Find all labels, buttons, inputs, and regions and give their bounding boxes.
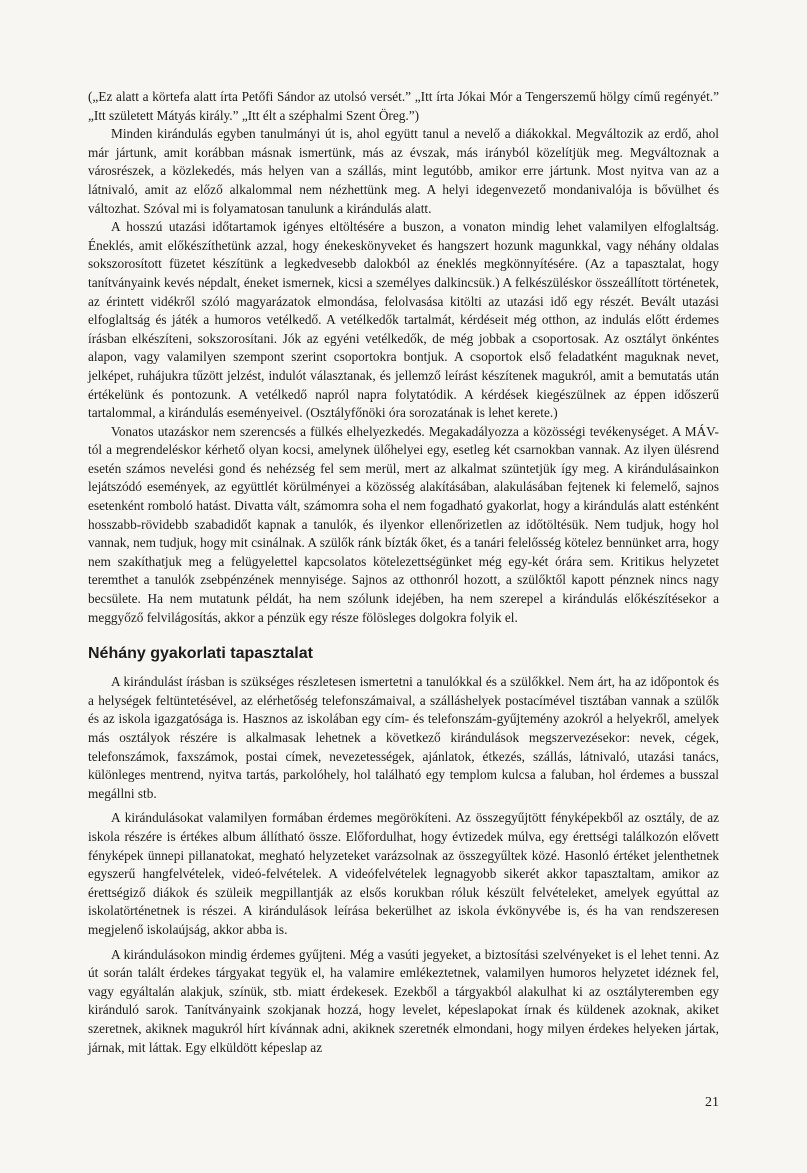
paragraph-quotes: („Ez alatt a körtefa alatt írta Petőfi Sándor az utolsó versét.” „Itt írta Jókai Mór a Tengerszemű hölgy című regényét.” „Itt született Mátyás király.” „Itt élt a széphalmi Szent Öreg.”) (88, 89, 719, 123)
section-heading: Néhány gyakorlati tapasztalat (88, 645, 313, 663)
paragraph-study-trip: Minden kirándulás egyben tanulmányi út is, ahol együtt tanul a nevelő a diákokkal. Megváltozik az erdő, ahol már jártunk, amit korábban másnak ismertünk, más az évszak, más irányból közelítjük meg. Megváltoznak a városrészek, a közlekedés, más helyen van a szállás, mint legutóbb, amikor erre jártunk. Most nyitva van az a látnivaló, amit az előző alkalommal nem nézhettünk meg. A helyi idegenvezető mondanivalója is bővülhet és változhat. Szóval mi is folyamatosan tanulunk a kirándulás alatt. (88, 126, 719, 216)
page-number: 21 (705, 1095, 719, 1110)
paragraph-travel-activities: A hosszú utazási időtartamok igényes eltöltésére a buszon, a vonaton mindig lehet valamilyen elfoglaltság. Éneklés, amit előkészíthetünk azzal, hogy énekeskönyveket és hangszert hozunk magunkkal, vagy néhány oldalas sokszorosított füzetet készítünk a legkedvesebb dalokból az éneklés megkönnyítésére. (Az a tapasztalat, hogy tanítványaink kevés népdalt, éneket ismernek, kicsi a személyes dalkincsük.) A felkészüléskor összeállított történetek, az érintett vidékről szóló magyarázatok elmondása, felolvasása kitölti az utazási idő egy részét. Bevált utazási elfoglaltság és játék a humoros vetélkedő. A vetélkedők tartalmát, kérdéseit még otthon, az indulás előtt érdemes írásban elkészíteni, sokszorosítani. Jók az egyéni vetélkedők, de még jobbak a csoportosak. Az osztályt önkéntes alapon, vagy valamilyen szempont szerint csoportokra bontjuk. A csoportok első feladatként maguknak nevet, jelképet, ruhájukra tűzött jelzést, indulót választanak, és jellemző leírást készítenek magukról, amit a bemutatás után értékelünk és pontozunk. A vetélkedő napról napra folytatódik. A kérdések kiegészülnek az éppen időszerű tartalommal, a kirándulás eseményeivel. (Osztályfőnöki óra sorozatának is lehet kerete.) (88, 219, 719, 421)
paragraph-train-travel: Vonatos utazáskor nem szerencsés a fülkés elhelyezkedés. Megakadályozza a közösségi tevékenységet. A MÁV-tól a megrendeléskor kérhető olyan kocsi, amelynek ülőhelyei egy, esetleg két csarnokban vannak. Az ilyen ülésrend esetén számos nevelési gond és nehézség fel sem merül, mert az alkalmat szüntetjük így meg. A kirándulásainkon lejátszódó események, az együttlét körülményei a közösség alakításában, alakulásában fejtenek ki felemelő, sajnos esetenként romboló hatást. Divatta vált, számomra soha el nem fogadható gyakorlat, hogy a kirándulás alatt esténként hosszabb-rövidebb szabadidőt kapnak a tanulók, és ilyenkor ellenőrizetlen az időtöltésük. Nem tudjuk, hogy hol vannak, nem tudjuk, hogy mit csinálnak. A szülők ránk bízták őket, és a tanári felelősség kötelez bennünket arra, hogy nem szakíthatjuk meg a felügyelettel kapcsolatos kötelezettségünket még egy-két órára sem. Kritikus helyzetet teremthet a tanulók zsebpénzének mennyisége. Sajnos az otthonról hozott, a szülőktől kapott pénznek nincs nagy becsülete. Ha nem mutatunk példát, ha nem szólunk idejében, ha nem szerepel a kirándulás előkészítésekor a meggyőző felvilágosítás, akkor a pénzük egy része fölösleges dolgokra folyik el. (88, 423, 719, 625)
paragraph-collecting: A kirándulásokon mindig érdemes gyűjteni. Még a vasúti jegyeket, a biztosítási szelvényeket is el lehet tenni. Az út során talált érdekes tárgyakat tegyük el, ha valamire emlékeztetnek, valamilyen humoros helyzetet idéznek fel, vagy egyáltalán alakjuk, színük, stb. miatt érdekesek. Ezekből a tárgyakból alakulhat ki az osztályteremben egy kiránduló sarok. Tanítványaink szokjanak hozzá, hogy levelet, képeslapokat írnak és küldenek azoknak, akiket szeretnek, akiknek magukról hírt kívánnak adni, akiknek szeretnék elmondani, hogy milyen érdekes helyeken jártak, járnak, mit láttak. Egy elküldött képeslap az (88, 946, 719, 1055)
paragraph-memories: A kirándulásokat valamilyen formában érdemes megörökíteni. Az összegyűjtött fényképekből az osztály, de az iskola részére is értékes album állítható össze. Előfordulhat, hogy évtizedek múlva, egy érettségi találkozón elővett fényképek ünnepi pillanatokat, megható helyzeteket varázsolnak az összegyűltek közé. Hasonló értéket jelenthetnek egyszerű hangfelvételek, videó-felvételek. A videófelvételek legnagyobb sikerét akkor tapasztaltam, amikor az érettségiző diákok és szüleik megpillantják az elsős korukban róluk készült felvételeket, amelyek egyúttal az iskolatörténetnek is részei. A kirándulások leírása bekerülhet az iskola évkönyvébe is, és ha van rendszeresen megjelenő iskolaújság, akkor abba is. (88, 810, 719, 937)
paragraph-written-info: A kirándulást írásban is szükséges részletesen ismertetni a tanulókkal és a szülőkkel. Nem árt, ha az időpontok és a helységek feltüntetésével, az elérhetőség telefonszámaival, a szálláshelyek postacímével tisztában vannak a szülők és az iskola igazgatósága is. Hasznos az iskolában egy cím- és telefonszám-gyűjtemény azokról a helyekről, amelyek más osztályok részére is alkalmasak lehetnek a következő kirándulások megszervezésekor: nevek, cégek, telefonszámok, faxszámok, postai címek, nevezetességek, ajánlatok, étkezés, szállás, látnivaló, utazási tanács, különleges mentrend, nyitva tartás, parkolóhely, hol található egy templom kulcsa a faluban, hol érdemes a busszal megállni stb. (88, 674, 719, 801)
